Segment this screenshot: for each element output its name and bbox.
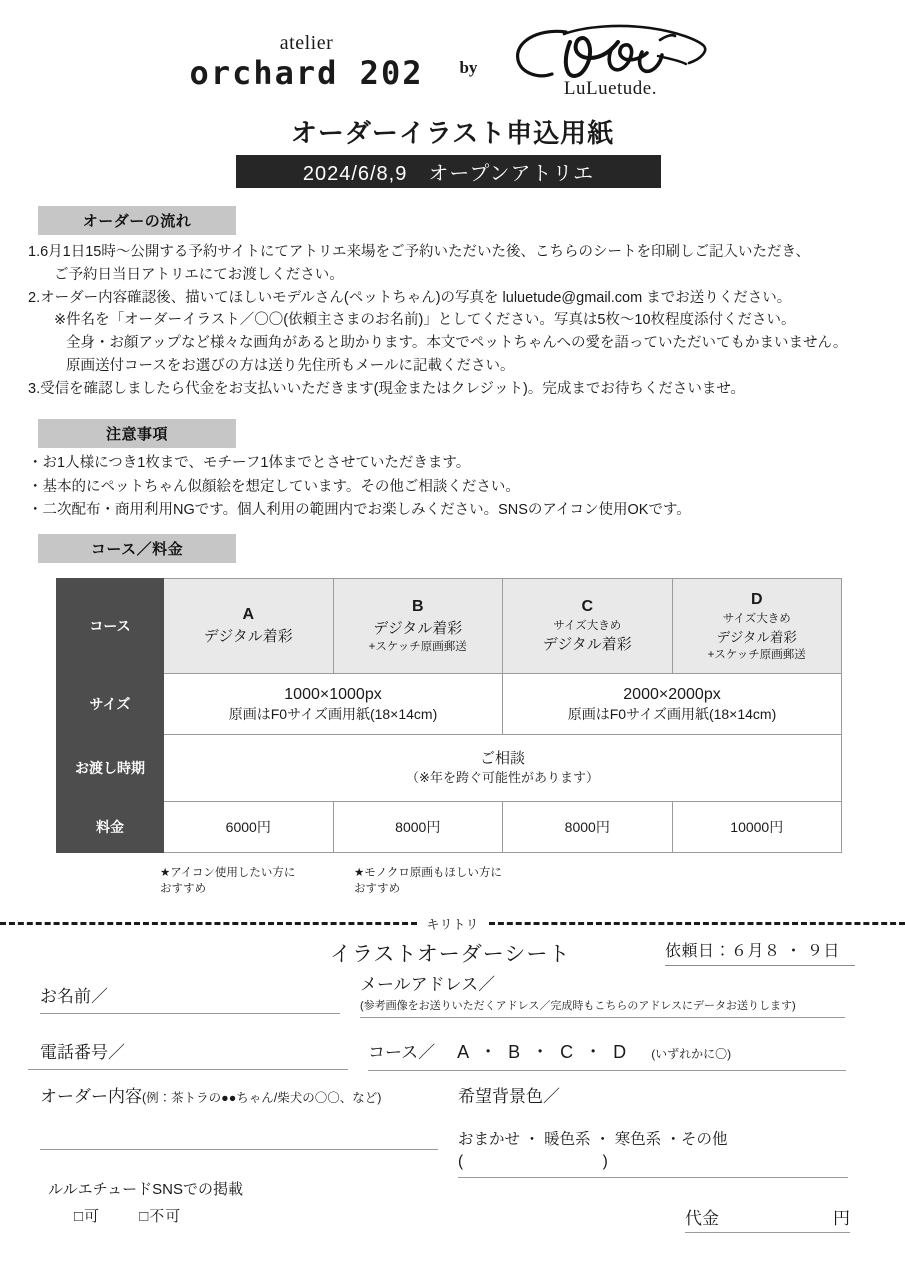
table-row-size xyxy=(57,674,842,735)
star-note-line1: ★モノクロ原画もほしい方に xyxy=(354,867,502,879)
order-flow-list xyxy=(28,242,888,401)
flow-item-2-line-2: ※件名を「オーダーイラスト／〇〇(依頼主さまのお名前)」としてください。写真は5枚～10枚程度添付ください。 xyxy=(54,312,796,329)
brand-orchard: orchard 202 xyxy=(189,54,424,92)
cut-line-dash-left xyxy=(0,922,417,925)
flow-item-2-line-4: 原画送付コースをお選びの方は送り先住所もメールに記載ください。 xyxy=(66,357,515,374)
name-label: お名前／ xyxy=(40,982,340,1014)
name-field[interactable] xyxy=(40,982,340,1014)
brand-logo xyxy=(505,22,715,100)
page-title: オーダーイラスト申込用紙 xyxy=(290,118,615,148)
background-color-field[interactable] xyxy=(458,1082,848,1178)
sns-permission-label: ルルエチュードSNSでの掲載 xyxy=(48,1181,244,1198)
section-heading-flow: オーダーの流れ xyxy=(38,206,236,235)
flow-item-2-line-1: 2.オーダー内容確認後、描いてほしいモデルさん(ペットちゃん)の写真を luluetude@gmail.com までお送りください。 xyxy=(28,289,792,306)
notes-list xyxy=(28,452,888,523)
phone-field[interactable] xyxy=(28,1038,348,1070)
note-item: ・基本的にペットちゃん似顔絵を想定しています。その他ご相談ください。 xyxy=(28,478,520,495)
course-sub-bottom: +スケッチ原画郵送 xyxy=(368,641,467,653)
sns-permission-block[interactable] xyxy=(48,1178,243,1226)
sns-permission-options[interactable] xyxy=(48,1205,243,1226)
course-cell-a xyxy=(164,579,334,674)
star-note-b xyxy=(354,866,526,897)
email-note: (参考画像をお送りいただくアドレス／完成時もこちらのアドレスにデータお送りします) xyxy=(360,997,845,1018)
course-hint: (いずれかに〇) xyxy=(651,1047,732,1061)
table-row-fee xyxy=(57,802,842,853)
course-selection-row[interactable] xyxy=(368,1038,846,1071)
cut-line-dash-right xyxy=(489,922,905,925)
email-label: メールアドレス／ xyxy=(360,975,496,994)
delivery-line1: ご相談 xyxy=(479,750,525,768)
course-letter: B xyxy=(411,598,424,615)
course-options[interactable]: A ・ B ・ C ・ D xyxy=(457,1042,630,1062)
section-heading-notes: 注意事項 xyxy=(38,419,236,448)
brush-signature-icon xyxy=(508,22,713,84)
delivery-line2: （※年を跨ぐ可能性があります） xyxy=(406,770,599,786)
course-selection-field[interactable] xyxy=(368,1038,846,1071)
fee-cell-c: 8000円 xyxy=(503,802,673,853)
payment-label: 代金 xyxy=(685,1209,719,1228)
payment-amount-field[interactable] xyxy=(685,1204,850,1233)
order-content-label-row xyxy=(28,1082,438,1107)
size-cell-cd xyxy=(503,674,842,735)
row-label-size: サイズ xyxy=(57,674,164,735)
row-label-course: コース xyxy=(57,579,164,674)
flow-item-3-line-1: 3.受信を確認しましたら代金をお支払いいただきます(現金またはクレジット)。完成までお待ちくださいませ。 xyxy=(28,380,745,397)
event-date-bar: 2024/6/8,9 オープンアトリエ xyxy=(236,155,661,188)
star-recommendations xyxy=(160,866,580,897)
course-price-table xyxy=(56,578,842,853)
note-item: ・お1人様につき1枚まで、モチーフ1体までとさせていただきます。 xyxy=(28,455,471,471)
background-color-label: 希望背景色／ xyxy=(458,1087,560,1106)
brand-names xyxy=(189,32,424,92)
brand-header xyxy=(0,22,905,100)
course-letter: D xyxy=(750,590,763,608)
course-cell-d xyxy=(672,579,842,674)
flow-item-2-line-3: 全身・お顔アップなど様々な画角があると助かります。本文でペットちゃんへの愛を語っていただいてもかまいません。 xyxy=(66,335,848,351)
brand-atelier: atelier xyxy=(279,32,334,54)
size-cell-ab xyxy=(164,674,503,735)
row-label-fee: 料金 xyxy=(57,802,164,853)
section-heading-course: コース／料金 xyxy=(38,534,236,563)
size-ab-line2: 原画はF0サイズ画用紙(18×14cm) xyxy=(228,706,438,723)
star-note-line1: ★アイコン使用したい方に xyxy=(160,867,296,879)
sns-checkbox-ng[interactable]: □不可 xyxy=(139,1208,182,1225)
size-cd-line2: 原画はF0サイズ画用紙(18×14cm) xyxy=(567,706,777,723)
payment-unit: 円 xyxy=(833,1209,850,1228)
size-ab-line1: 1000×1000px xyxy=(284,685,382,703)
size-cd-line1: 2000×2000px xyxy=(623,685,721,703)
delivery-cell xyxy=(164,735,842,802)
course-sub-bottom: +スケッチ原画郵送 xyxy=(707,648,806,661)
flow-item-1-line-1: 1.6月1日15時～公開する予約サイトにてアトリエ来場をご予約いただいた後、こちらのシートを印刷しご記入いただき、 xyxy=(28,244,810,260)
fee-cell-b: 8000円 xyxy=(333,802,503,853)
row-label-delivery: お渡し時期 xyxy=(57,735,164,802)
order-content-field[interactable] xyxy=(28,1082,438,1150)
course-letter: A xyxy=(242,606,255,623)
request-date-field[interactable]: 依頼日：６月８ ・ ９日 xyxy=(665,938,855,966)
brand-by: by xyxy=(459,58,478,77)
fee-cell-d: 10000円 xyxy=(672,802,842,853)
star-note-line2: おすすめ xyxy=(354,882,401,895)
course-main: デジタル着彩 xyxy=(373,620,463,637)
note-item: ・二次配布・商用利用NGです。個人利用の範囲内でお楽しみください。SNSのアイコン使用OKです。 xyxy=(28,502,691,519)
brand-logo-text: LuLuetude. xyxy=(563,78,657,99)
course-main: デジタル着彩 xyxy=(203,628,293,645)
phone-label: 電話番号／ xyxy=(28,1038,348,1070)
order-content-example: (例：茶トラの●●ちゃん/柴犬の〇〇、など) xyxy=(142,1091,382,1105)
email-field[interactable] xyxy=(360,970,845,1018)
table-row-course xyxy=(57,579,842,674)
course-cell-c xyxy=(503,579,673,674)
sns-checkbox-ok[interactable]: □可 xyxy=(74,1208,101,1225)
cut-line-label: キリトリ xyxy=(426,916,479,932)
order-content-input-line[interactable] xyxy=(40,1107,438,1150)
cut-line xyxy=(0,914,905,932)
order-sheet-title: イラストオーダーシート xyxy=(330,943,571,966)
order-content-label: オーダー内容 xyxy=(40,1087,142,1106)
brand-block xyxy=(190,22,716,100)
course-letter: C xyxy=(581,598,594,615)
course-main: デジタル着彩 xyxy=(716,629,797,645)
flow-item-1-line-2: ご予約日当日アトリエにてお渡しください。 xyxy=(54,266,344,283)
course-sub-top: サイズ大きめ xyxy=(553,620,622,632)
course-select-label: コース／ xyxy=(368,1043,436,1062)
course-sub-top: サイズ大きめ xyxy=(722,612,791,625)
background-color-options[interactable]: おまかせ ・ 暖色系 ・ 寒色系 ・その他( ) xyxy=(458,1127,848,1178)
fee-cell-a: 6000円 xyxy=(164,802,334,853)
table-row-delivery xyxy=(57,735,842,802)
star-note-line2: おすすめ xyxy=(160,882,207,895)
course-main: デジタル着彩 xyxy=(542,636,632,653)
star-note-a xyxy=(160,866,332,897)
course-cell-b xyxy=(333,579,503,674)
